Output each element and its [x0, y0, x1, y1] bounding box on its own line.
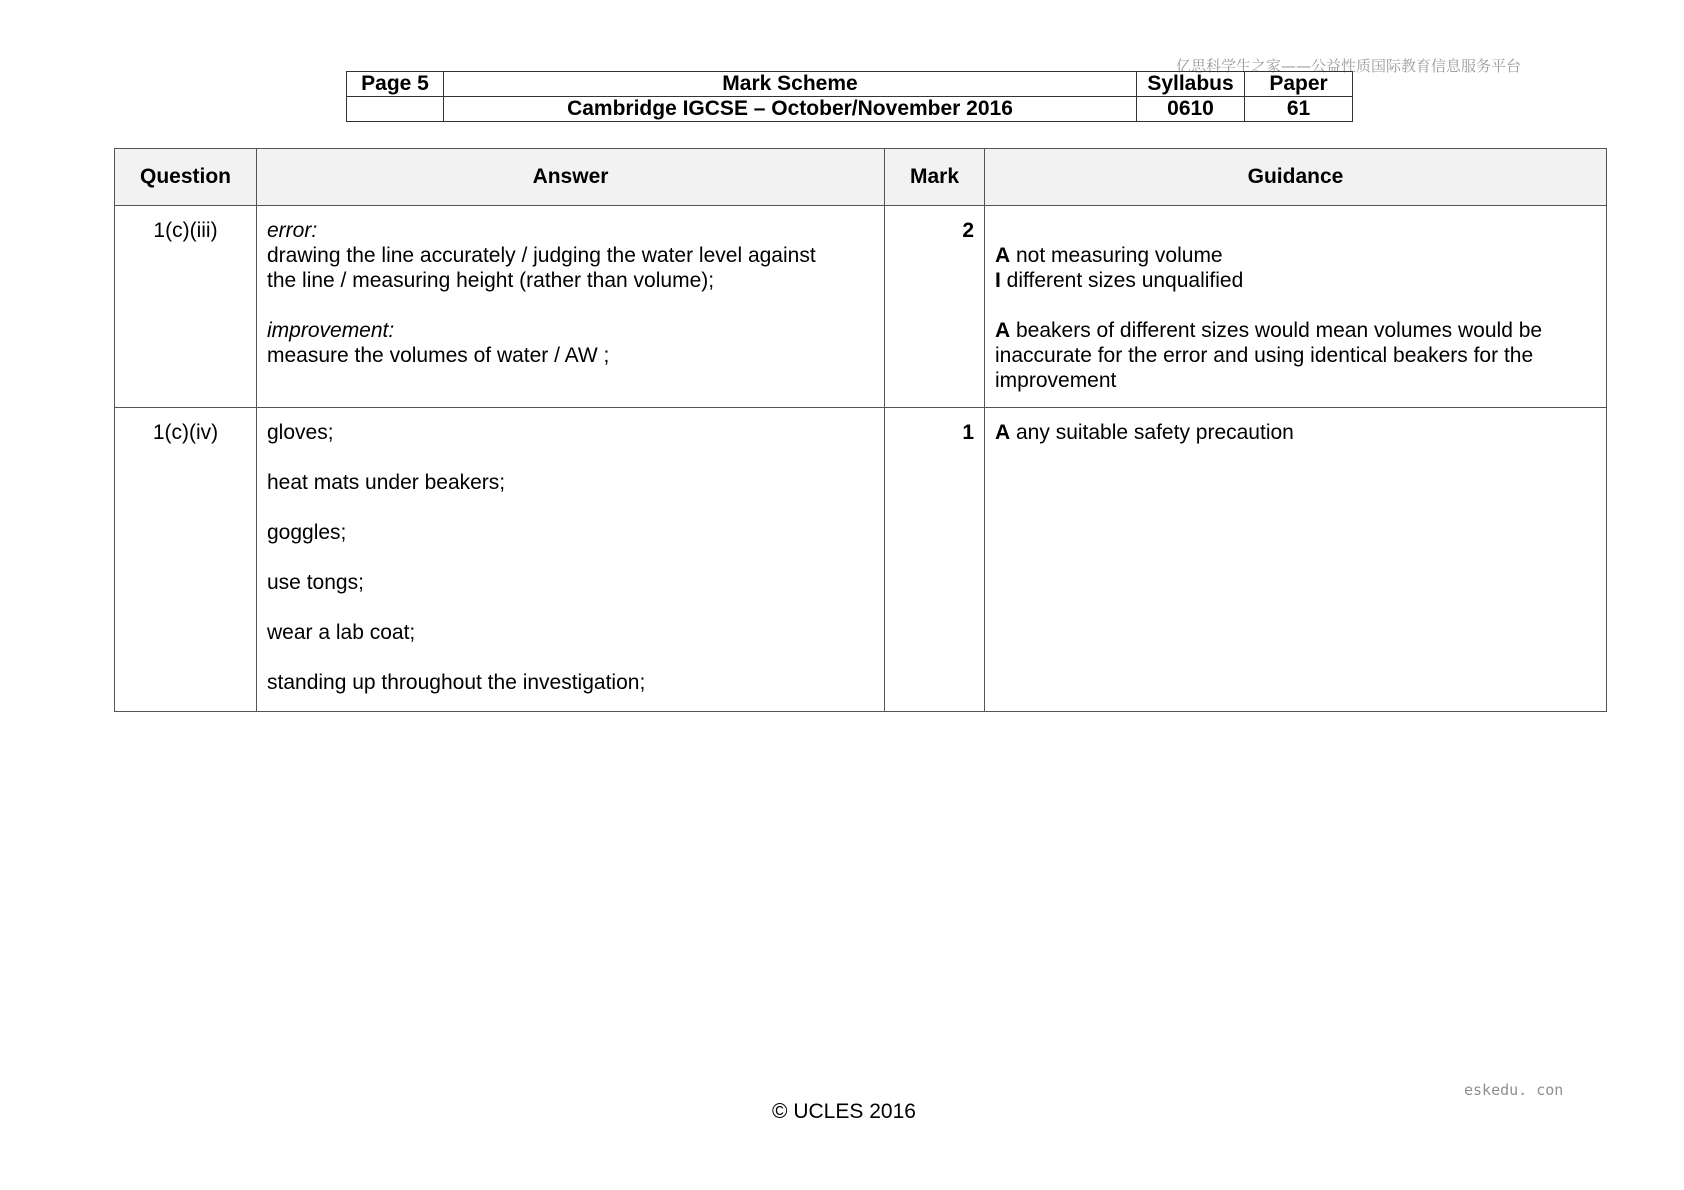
guidance-line: I different sizes unqualified	[995, 269, 1244, 292]
guidance-line: A not measuring volume	[995, 244, 1223, 267]
guidance-cell	[985, 206, 1607, 408]
syllabus-label: Syllabus	[1137, 72, 1245, 97]
column-header-mark: Mark	[885, 149, 985, 206]
mark-cell: 2	[885, 206, 985, 408]
answer-line: measure the volumes of water / AW ;	[267, 344, 610, 367]
copyright-text: © UCLES 2016	[772, 1100, 916, 1123]
answer-line: goggles;	[267, 521, 347, 544]
answer-cell	[257, 206, 885, 408]
page-number: Page 5	[347, 72, 444, 97]
answer-line: drawing the line accurately / judging the water level against	[267, 244, 816, 267]
paper-label: Paper	[1245, 72, 1353, 97]
guidance-line: A beakers of different sizes would mean volumes would be	[995, 319, 1543, 342]
answer-line: improvement:	[267, 319, 395, 342]
table-row	[115, 408, 1607, 712]
answer-line: the line / measuring height (rather than volume);	[267, 269, 715, 292]
guidance-cell	[985, 408, 1607, 712]
paper-value: 61	[1245, 97, 1353, 122]
column-header-answer: Answer	[257, 149, 885, 206]
answer-line: error:	[267, 219, 318, 242]
mark-scheme-table	[114, 148, 1607, 712]
mark-cell: 1	[885, 408, 985, 712]
syllabus-value: 0610	[1137, 97, 1245, 122]
column-header-question: Question	[115, 149, 257, 206]
document-title: Mark Scheme	[444, 72, 1137, 97]
copyright-footer	[0, 1100, 1684, 1124]
guidance-line: improvement	[995, 369, 1117, 392]
answer-line: wear a lab coat;	[267, 621, 416, 644]
guidance-line: A any suitable safety precaution	[995, 421, 1294, 444]
answer-line: use tongs;	[267, 571, 364, 594]
table-row	[115, 206, 1607, 408]
question-cell: 1(c)(iv)	[115, 408, 257, 712]
header-empty-cell	[347, 97, 444, 122]
table-header-row	[115, 149, 1607, 206]
watermark-top-text: 亿思科学生之家——公益性质国际教育信息服务平台	[1176, 57, 1522, 75]
guidance-line: inaccurate for the error and using identical beakers for the	[995, 344, 1534, 367]
watermark-bottom-text: eskedu. con	[1464, 1081, 1564, 1099]
answer-line: standing up throughout the investigation;	[267, 671, 646, 694]
question-cell: 1(c)(iii)	[115, 206, 257, 408]
document-header-table	[346, 71, 1353, 122]
answer-line: heat mats under beakers;	[267, 471, 506, 494]
answer-cell	[257, 408, 885, 712]
column-header-guidance: Guidance	[985, 149, 1607, 206]
document-subtitle: Cambridge IGCSE – October/November 2016	[444, 97, 1137, 122]
answer-line: gloves;	[267, 421, 334, 444]
